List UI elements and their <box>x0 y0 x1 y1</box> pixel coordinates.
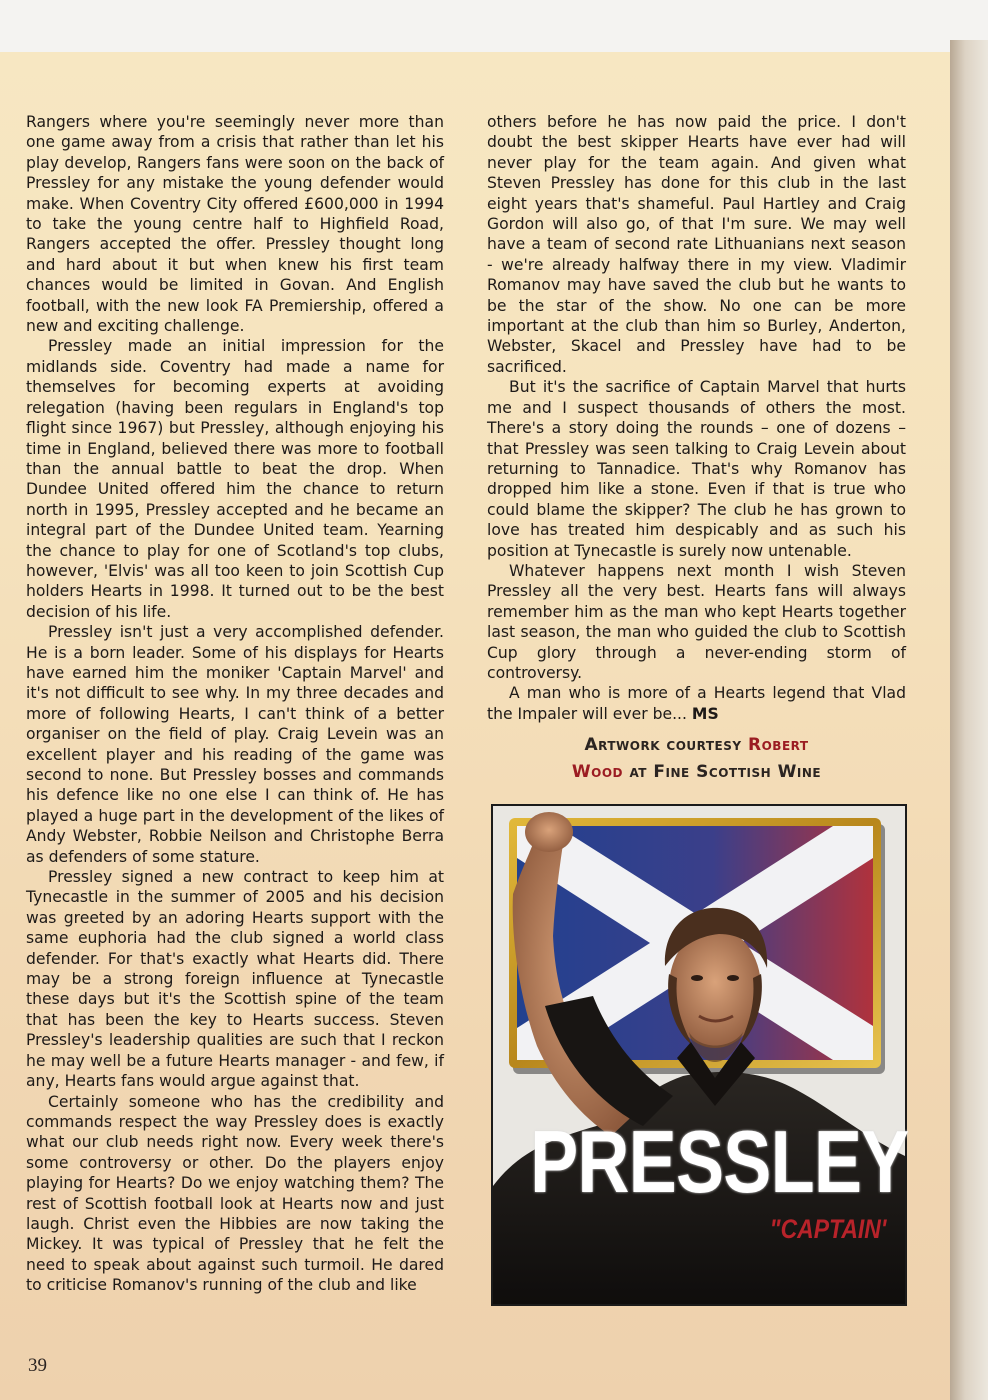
article-right-column <box>487 112 906 724</box>
author-signature: MS <box>691 704 719 723</box>
paragraph: Pressley signed a new contract to keep him at Tynecastle in the summer of 2005 and his decision was greeted by an adoring Hearts support with the same euphoria had the club signed a world class defender. For that's exactly what Hearts did. There may be a strong foreign influence at Tynecastle these days but it's the Scottish spine of the team that has been the key to Hearts success. Steven Pressley's leadership qualities are such that I reckon he may well be a future Hearts manager - and few, if any, Hearts fans would argue against that. <box>26 868 444 1091</box>
page-spine-shadow <box>950 40 988 1400</box>
poster-title: PRESSLEY <box>530 1112 909 1211</box>
paragraph: Whatever happens next month I wish Steven Pressley all the very best. Hearts fans will always remember him as the man who kept Hearts together last season, the man who guided the club to Scottish Cup glory through a never-ending storm of controversy. <box>487 561 906 682</box>
credit-text: Artwork courtesy <box>584 735 748 755</box>
paragraph: Pressley isn't just a very accomplished defender. He is a born leader. Some of his displays for Hearts have earned him the moniker 'Captain Marvel' and it's not difficult to see why. In my three decades and more of following Hearts, I can't think of a better organiser on the field of play. Craig Levein was an excellent player and his reading of the game was second to none. But Pressley bosses and commands his defence like no one else I can think of. He has played a huge part in the development of the likes of Andy Webster, Robbie Neilson and Christophe Berra as defenders of some stature. <box>26 623 444 866</box>
page-number: 39 <box>28 1355 47 1376</box>
paragraph: others before he has now paid the price. I don't doubt the best skipper Hearts have ever had will never play for the team again. And given what Steven Pressley has done for this club in the last eight years that's shameful. Paul Hartley and Craig Gordon will also go, of that I'm sure. We may well have a team of second rate Lithuanians next season - we're already halfway there in my view. Vladimir Romanov may have saved the club but he wants to be the star of the show. No one can be more important at the club than him so Burley, Anderton, Webster, Skacel and Pressley have had to be sacrificed. <box>487 113 906 376</box>
artwork-credit <box>487 732 906 786</box>
paragraph: Pressley made an initial impression for the midlands side. Coventry had made a name for themselves for becoming experts at avoiding relegation (having been regulars in England's top flight since 1967) but Pressley, although enjoying his time in England, believed there was more to football than the annual battle to beat the drop. When Dundee United offered him the chance to return north in 1995, Pressley accepted and he became an integral part of the Dundee United team. Yearning the chance to play for one of Scotland's top clubs, however, 'Elvis' was all too keen to join Scottish Cup holders Hearts in 1998. It turned out to be the best decision of his life. <box>26 337 444 621</box>
credit-artist-last: Wood <box>571 762 624 782</box>
credit-artist-first: Robert <box>748 735 809 755</box>
closing-paragraph <box>487 683 906 724</box>
credit-text-end: at Fine Scottish Wine <box>623 762 822 782</box>
paragraph: Certainly someone who has the credibility and commands respect the way Pressley does is exactly what our club needs right now. Every week there's some controversy or other. Do the players enjoy playing for Hearts? Do we enjoy watching them? The rest of Scottish football look at Hearts now and just laugh. Christ even the Hibbies are now taking the Mickey. It was typical of Pressley that he felt the need to speak about against such turmoil. He dared to criticise Romanov's running of the club and like <box>26 1092 444 1295</box>
poster-subtitle: "CAPTAIN' <box>769 1214 887 1244</box>
closing-text: A man who is more of a Hearts legend that Vlad the Impaler will ever be... <box>487 684 906 723</box>
paragraph: But it's the sacrifice of Captain Marvel that hurts me and I suspect thousands of others the most. There's a story doing the rounds – one of dozens – that Pressley was seen talking to Craig Levein about returning to Tannadice. That's why Romanov has dropped him like a stone. Even if that is true who could blame the skipper? The club he has grown to love has treated him despicably and as such his position at Tynecastle is surely now untenable. <box>487 378 906 560</box>
article-left-column <box>26 112 444 1296</box>
paragraph: Rangers where you're seemingly never more than one game away from a crisis that rather than let his play develop, Rangers fans were soon on the back of Pressley for any mistake the young defender would make. When Coventry City offered £600,000 in 1994 to take the young centre half to Highfield Road, Rangers accepted the offer. Pressley thought long and hard about it but when knew his first team chances would be limited in Govan. And English football, with the new look FA Premiership, offered a new and exciting challenge. <box>26 113 444 336</box>
pressley-poster <box>491 804 907 1306</box>
